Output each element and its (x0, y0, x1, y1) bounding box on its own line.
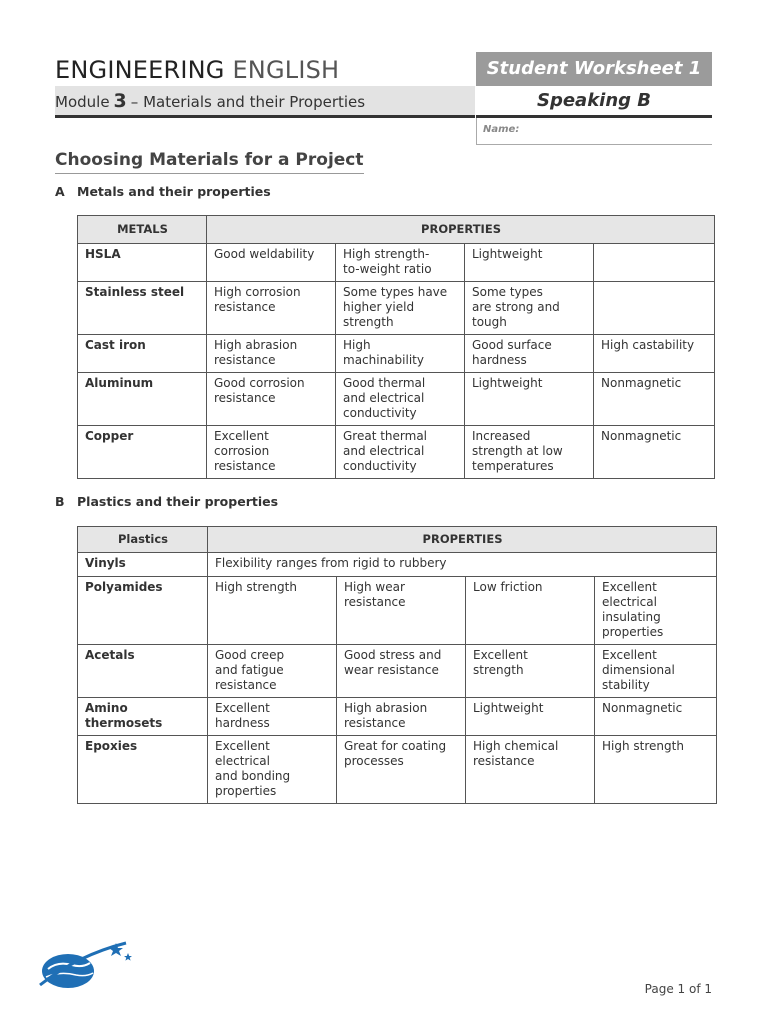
metal-property-cell: High strength- to-weight ratio (336, 244, 465, 282)
metals-subheading (55, 184, 271, 199)
metal-row (78, 244, 715, 282)
section-title: Choosing Materials for a Project (55, 150, 364, 174)
metal-property-cell: Increased strength at low temperatures (465, 426, 594, 479)
metal-property-cell: Nonmagnetic (594, 426, 715, 479)
module-title: Materials and their Properties (143, 93, 366, 111)
plastic-property-cell: Excellent hardness (208, 698, 337, 736)
module-label: Module (55, 93, 110, 111)
plastic-row (78, 736, 717, 804)
globe-logo-icon (38, 935, 133, 991)
plastics-col-header: Plastics (78, 527, 208, 553)
plastic-property-cell: Excellent dimensional stability (595, 645, 717, 698)
plastic-row (78, 577, 717, 645)
plastic-name-cell: Amino thermosets (78, 698, 208, 736)
metals-table (77, 215, 715, 479)
page-number: Page 1 of 1 (644, 982, 712, 996)
module-dash: – (130, 93, 139, 111)
metal-property-cell: Excellent corrosion resistance (207, 426, 336, 479)
metal-property-cell: High castability (594, 335, 715, 373)
plastic-property-cell: Excellent electrical and bonding properties (208, 736, 337, 804)
metal-name-cell: Cast iron (78, 335, 207, 373)
metal-row (78, 373, 715, 426)
metal-property-cell (594, 282, 715, 335)
metal-property-cell (594, 244, 715, 282)
module-number: 3 (113, 90, 127, 112)
plastic-property-cell: Low friction (466, 577, 595, 645)
metal-property-cell: Lightweight (465, 373, 594, 426)
metal-property-cell: High abrasion resistance (207, 335, 336, 373)
plastic-name-cell: Polyamides (78, 577, 208, 645)
plastic-property-cell: Good stress and wear resistance (337, 645, 466, 698)
plastics-subheading (55, 494, 278, 509)
speaking-label: Speaking B (476, 86, 712, 118)
plastics-heading: Plastics and their properties (77, 494, 279, 509)
plastic-property-cell: High strength (595, 736, 717, 804)
plastic-property-cell: Lightweight (466, 698, 595, 736)
title-light: ENGLISH (232, 56, 340, 84)
plastic-name-cell: Epoxies (78, 736, 208, 804)
metal-row (78, 426, 715, 479)
metals-letter: A (55, 184, 65, 199)
metals-props-header: PROPERTIES (207, 216, 715, 244)
metal-property-cell: Good thermal and electrical conductivity (336, 373, 465, 426)
title-bold: ENGINEERING (55, 56, 225, 84)
metal-property-cell: Good corrosion resistance (207, 373, 336, 426)
metal-row (78, 282, 715, 335)
plastic-row (78, 645, 717, 698)
plastic-property-cell: Nonmagnetic (595, 698, 717, 736)
vinyls-property: Flexibility ranges from rigid to rubbery (208, 553, 717, 577)
plastic-property-cell: Excellent strength (466, 645, 595, 698)
metal-property-cell: Good weldability (207, 244, 336, 282)
vinyls-name: Vinyls (78, 553, 208, 577)
metal-name-cell: HSLA (78, 244, 207, 282)
plastic-row (78, 698, 717, 736)
metals-heading: Metals and their properties (77, 184, 271, 199)
metal-row (78, 335, 715, 373)
plastic-property-cell: High abrasion resistance (337, 698, 466, 736)
worksheet-badge: Student Worksheet 1 (476, 52, 712, 86)
plastic-property-cell: High chemical resistance (466, 736, 595, 804)
metal-property-cell: Good surface hardness (465, 335, 594, 373)
module-bar (55, 86, 475, 118)
plastics-table (77, 526, 717, 804)
metal-property-cell: High corrosion resistance (207, 282, 336, 335)
plastics-letter: B (55, 494, 65, 509)
metal-property-cell: Great thermal and electrical conductivity (336, 426, 465, 479)
plastic-name-cell: Acetals (78, 645, 208, 698)
metal-name-cell: Stainless steel (78, 282, 207, 335)
plastics-props-header: PROPERTIES (208, 527, 717, 553)
module-heading (55, 90, 365, 112)
plastic-property-cell: High wear resistance (337, 577, 466, 645)
name-field[interactable] (476, 118, 712, 145)
metal-property-cell: Some types are strong and tough (465, 282, 594, 335)
name-label: Name: (483, 124, 520, 135)
metals-col-header: METALS (78, 216, 207, 244)
metal-property-cell: High machinability (336, 335, 465, 373)
metal-property-cell: Nonmagnetic (594, 373, 715, 426)
page-title (55, 56, 339, 84)
metal-name-cell: Copper (78, 426, 207, 479)
metal-property-cell: Some types have higher yield strength (336, 282, 465, 335)
plastic-property-cell: Good creep and fatigue resistance (208, 645, 337, 698)
plastic-property-cell: Great for coating processes (337, 736, 466, 804)
plastic-property-cell: High strength (208, 577, 337, 645)
metal-name-cell: Aluminum (78, 373, 207, 426)
metal-property-cell: Lightweight (465, 244, 594, 282)
plastic-property-cell: Excellent electrical insulating properties (595, 577, 717, 645)
